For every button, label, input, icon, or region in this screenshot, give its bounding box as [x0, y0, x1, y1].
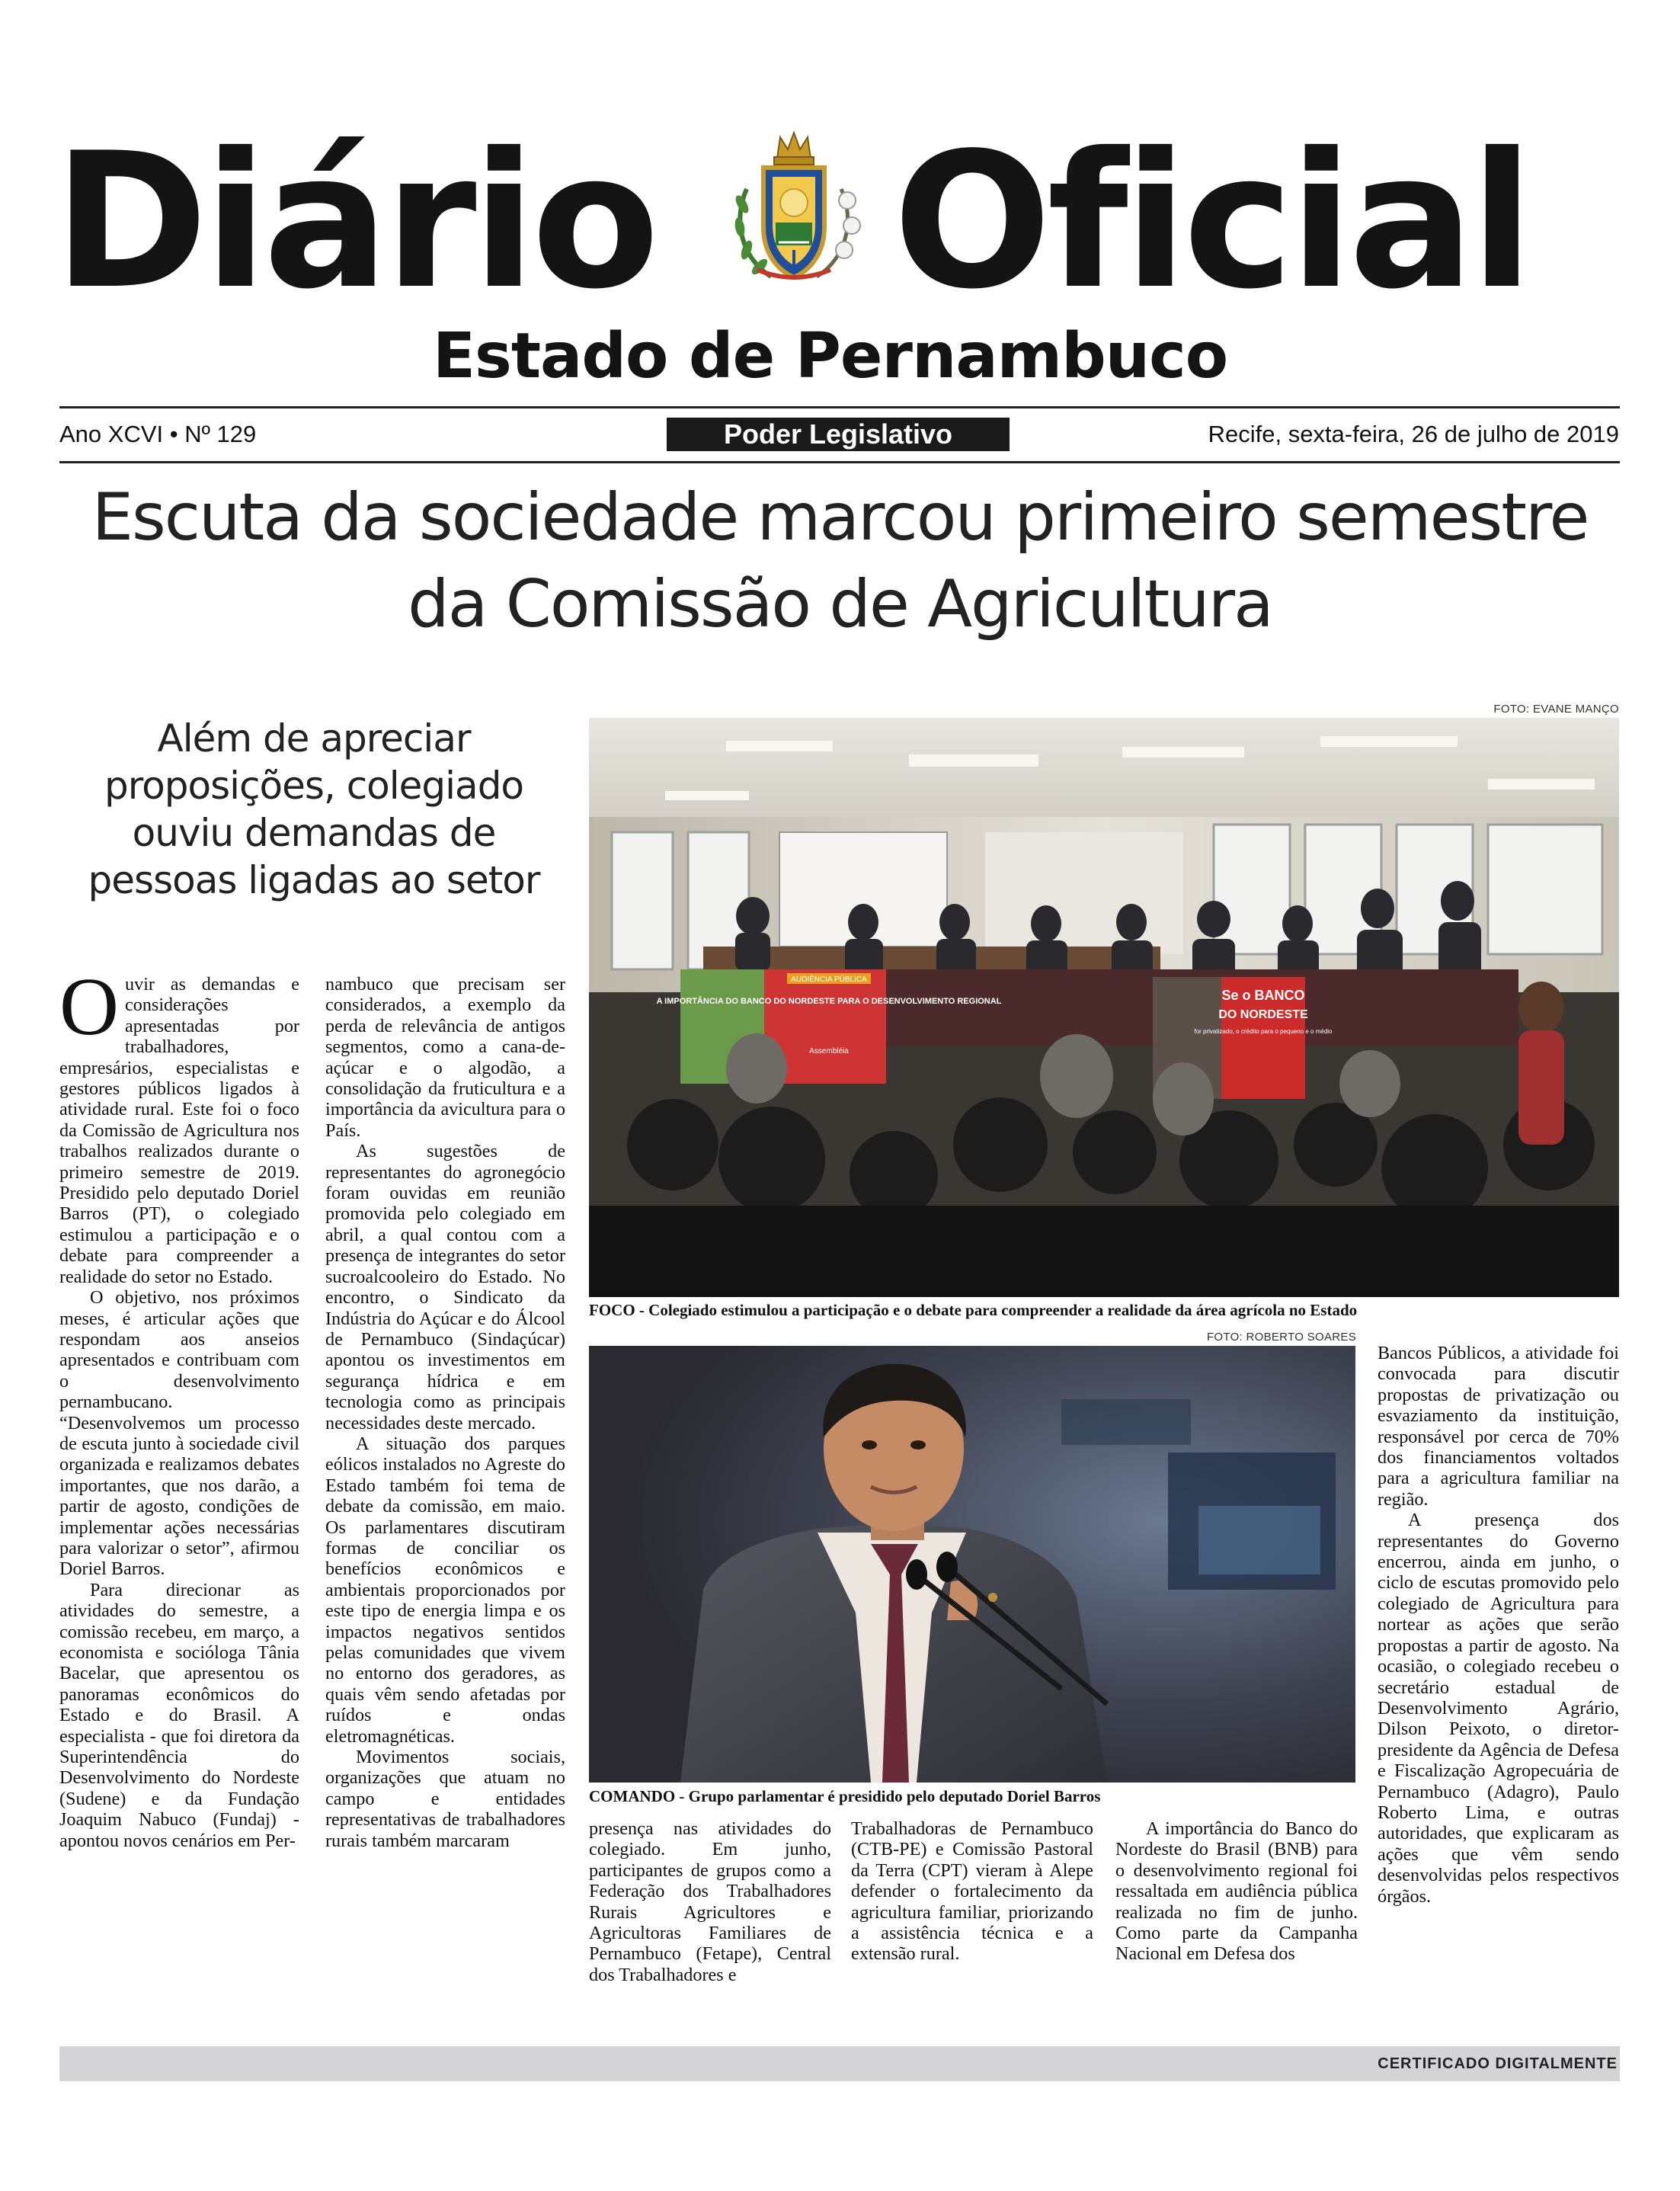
edition-date: Recife, sexta-feira, 26 de julho de 2019 [1208, 421, 1619, 447]
article-column-3 [589, 1818, 831, 1985]
pernambuco-coat-of-arms-icon [718, 128, 870, 288]
photo-credit-evane: FOTO: EVANE MANÇO [1493, 703, 1619, 716]
article-paragraph: uvir as demandas e considerações apresentadas por trabalhadores, empresários, especialistas e gestores públicos ligados à atividade rural. Este foi o foco da Comissão de Agricultura nos trabalhos realizados durante o primeiro semestre de 2019. Presidido pelo deputado Doriel Barros (PT), o colegiado estimulou a participação e o debate para compreender a realidade do setor no Estado. [59, 974, 299, 1287]
masthead-top-rule [59, 406, 1620, 408]
banner-right-line1: Se o BANCO [1221, 988, 1305, 1003]
article-paragraph: Para direcionar as atividades do semestre, a comissão recebeu, em março, a economista e socióloga Tânia Bacelar, que apresentou os panoramas econômicos do Estado e do Brasil. A especialista - que foi diretora da Superintendência do Desenvolvimento do Nordeste (Sudene) e da Fundação Joaquim Nabuco (Fundaj) - apontou novos cenários em Per- [59, 1579, 299, 1851]
banner-left-title: A IMPORTÂNCIA DO BANCO DO NORDESTE PARA O DESENVOLVIMENTO REGIONAL [656, 997, 1002, 1006]
dropcap: O [59, 962, 119, 1052]
article-column-4 [851, 1818, 1093, 1965]
photo-credit-roberto: FOTO: ROBERTO SOARES [1206, 1331, 1356, 1344]
article-paragraph: As sugestões de representantes do agronegócio foram ouvidas em reunião promovida pelo colegiado em abril, a qual contou com a presença de integrantes do setor sucroalcooleiro do Estado. No encontro, o Sindicato da Indústria do Açúcar e do Álcool de Pernambuco (Sindaçúcar) apontou os investimentos em segurança hídrica e em tecnologia como as principais necessidades deste mercado. [325, 1141, 565, 1433]
article-paragraph: A situação dos parques eólicos instalados no Agreste do Estado também foi tema de debate da comissão, em maio. Os parlamentares discutiram formas de conciliar os benefícios econômicos e ambientais proporcionados por este tipo de energia limpa e os impactos negativos sentidos pelas comunidades que vivem no entorno dos geradores, as quais vêm sendo afetadas por ruídos e ondas eletromagnéticas. [325, 1433, 565, 1747]
article-paragraph: Trabalhadoras de Pernambuco (CTB-PE) e Comissão Pastoral da Terra (CPT) vieram à Alepe defender o fortalecimento da agricultura familiar, priorizando a assistência técnica e a extensão rural. [851, 1818, 1093, 1965]
banner-left-tag: AUDIÊNCIA PÚBLICA [791, 975, 867, 984]
banner-left-footer: Assembléia [809, 1047, 849, 1055]
masthead-bottom-rule [59, 461, 1620, 463]
article-column-5 [1115, 1818, 1358, 1965]
article-deck: Além de apreciar proposições, colegiado ouviu demandas de pessoas ligadas ao setor [88, 716, 540, 902]
article-paragraph: A presença dos representantes do Governo encerrou, ainda em junho, o ciclo de escutas promovido pelo colegiado de Agricultura para nortear as ações que serão propostas a partir de agosto. Na ocasião, o colegiado recebeu o secretário estadual de Desenvolvimento Agrário, Dilson Peixoto, o diretor-presidente da Agência de Defesa e Fiscalização Agropecuária de Pernambuco (Adagro), Paulo Roberto Lima, e outras autoridades, que explicaram as ações que vêm sendo desenvolvidas pelos respectivos órgãos. [1378, 1510, 1619, 1907]
photo-caption-foco: FOCO - Colegiado estimulou a participação e o debate para compreender a realidade da área agrícola no Estado [589, 1301, 1358, 1319]
article-paragraph: Movimentos sociais, organizações que atuam no campo e entidades representativas de trabalhadores rurais também marcaram [325, 1747, 565, 1851]
article-column-6 [1378, 1343, 1619, 1907]
article-column-1 [59, 962, 299, 1851]
page-headline: Escuta da sociedade marcou primeiro semestre da Comissão de Agricultura [91, 479, 1589, 642]
photo-deputy-speaking [589, 1346, 1355, 1783]
masthead-title-oficial: Oficial [893, 113, 1530, 330]
masthead-subtitle: Estado de Pernambuco [433, 320, 1228, 392]
banner-right-line3: for privatizado, o crédito para o pequeno e o médio [1194, 1028, 1333, 1035]
article-paragraph: Bancos Públicos, a atividade foi convocada para discutir propostas de privatização ou esvaziamento da instituição, responsável por cerca de 70% dos financiamentos voltados para a agricultura familiar na região. [1378, 1343, 1619, 1510]
section-label: Poder Legislativo [667, 418, 1010, 451]
banner-right-line2: DO NORDESTE [1218, 1008, 1308, 1021]
article-paragraph: O objetivo, nos próximos meses, é articular ações que respondam aos anseios apresentados e contribuam com o desenvolvimento pernambucano. “Desenvolvemos um processo de escuta junto à sociedade civil organizada e realizamos debates importantes, que nos darão, a partir de agosto, condições de implementar ações necessárias para valorizar o setor”, afirmou Doriel Barros. [59, 1287, 299, 1580]
digital-certificate-label: CERTIFICADO DIGITALMENTE [1378, 2055, 1618, 2072]
article-paragraph: presença nas atividades do colegiado. Em junho, participantes de grupos como a Federação dos Trabalhadores Rurais Agricultores e Agricultoras Familiares de Pernambuco (Fetape), Central dos Trabalhadores e [589, 1818, 831, 1985]
article-column-2 [325, 974, 565, 1851]
article-paragraph: A importância do Banco do Nordeste do Brasil (BNB) para o desenvolvimento regional foi ressaltada em audiência pública realizada no fim de junho. Como parte da Campanha Nacional em Defesa dos [1115, 1818, 1358, 1965]
photo-caption-comando: COMANDO - Grupo parlamentar é presidido pelo deputado Doriel Barros [589, 1787, 1101, 1805]
masthead-title-diario: Diário [53, 113, 655, 330]
article-paragraph: nambuco que precisam ser considerados, a exemplo da perda de relevância de antigos segmentos, como a cana-de-açúcar e o algodão, a consolidação da fruticultura e a importância da avicultura para o País. [325, 974, 565, 1141]
photo-committee-hearing [589, 718, 1619, 1297]
issue-number: Ano XCVI • Nº 129 [59, 421, 257, 447]
